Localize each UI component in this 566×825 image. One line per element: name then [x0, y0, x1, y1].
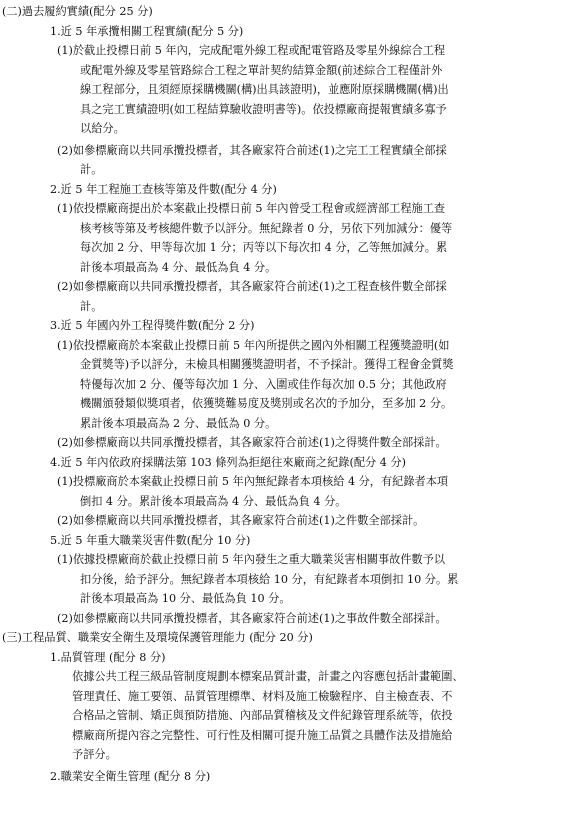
item-text: 每次加 2 分、甲等每次加 1 分；丙等以下每次扣 4 分，乙等無加減分。累: [80, 241, 448, 254]
item-text: (2)如參標廠商以共同承攬投標者，其各廠家符合前述(1)之事故件數全部採計。: [57, 611, 447, 625]
item-title-2-2: 2.近 5 年工程施工查核等第及件數(配分 4 分): [50, 182, 277, 196]
section-heading-2: (二)過去履約實績(配分 25 分): [2, 5, 153, 18]
section-heading-3: (三)工程品質、職業安全衛生及環境保護管理能力 (配分 20 分): [2, 631, 313, 644]
item-text: 依據公共工程三級品管制度規劃本標案品質計畫，計畫之內容應包括計畫範圍、: [72, 670, 464, 683]
item-text: 核考核等第及考核總件數予以評分。無紀錄者 0 分，另依下列加減分：優等: [80, 221, 453, 235]
item-text: 線工程部分，且須經原採購機關(構)出具該證明)，並應附原採購機關(構)出: [80, 83, 449, 96]
item-text: 以給分。: [80, 122, 125, 135]
item-text: 金質獎等)予以評分，未檢具相關獲獎證明者，不予採計。獲得工程會金質獎: [80, 358, 454, 371]
item-title-3-2: 2.職業安全衛生管理 (配分 8 分): [50, 769, 211, 783]
item-title-2-4: 4.近 5 年內依政府採購法第 103 條列為拒絕往來廠商之紀錄(配分 4 分): [50, 455, 407, 469]
item-title-2-1: 1.近 5 年承攬相關工程實績(配分 5 分): [50, 24, 244, 38]
item-text: (2)如參標廠商以共同承攬投標者，其各廠家符合前述(1)之件數全部採計。: [57, 514, 425, 527]
item-text: (1)依據投標廠商於截止投標日前 5 年內發生之重大職業災害相關事故件數予以: [57, 553, 446, 566]
item-text: 管理責任、施工要領、品質管理標準、材料及施工檢驗程序、自主檢查表、不: [72, 689, 453, 703]
item-text: 標廠商所提內容之完整性、可行性及相關可提升施工品質之具體作法及措施給: [72, 728, 453, 742]
item-text: 具之完工實績證明(如工程結算驗收證明書等)。依投標廠商提報實績多寡予: [80, 102, 447, 116]
item-text: (1)依投標廠商於本案截止投標日前 5 年內所提供之國內外相關工程獲獎證明(如: [57, 338, 450, 352]
item-text: 扣分後，給予評分。無紀錄者本項核給 10 分，有紀錄者本項倒扣 10 分。累: [80, 572, 459, 586]
item-text: 計。: [80, 163, 103, 176]
item-text: 特優每次加 2 分、優等每次加 1 分、入圍或佳作每次加 0.5 分；其他政府: [80, 377, 447, 391]
item-text: (1)投標廠商於本案截止投標日前 5 年內無紀錄者本項核給 4 分，有紀錄者本項: [57, 475, 449, 488]
item-text: 計後本項最高為 4 分、最低為負 4 分。: [80, 260, 277, 274]
item-text: 合格品之管制、矯正與預防措施、內部品質稽核及文件紀錄管理系統等，依投: [72, 709, 453, 722]
item-text: (2)如參標廠商以共同承攬投標者，其各廠家符合前述(1)之完工工程實績全部採: [57, 143, 447, 157]
item-text: (1)於截止投標日前 5 年內，完成配電外線工程或配電管路及零星外線綜合工程: [57, 44, 446, 57]
item-title-2-3: 3.近 5 年國內外工程得獎件數(配分 2 分): [50, 319, 255, 332]
item-text: 予評分。: [72, 748, 117, 761]
item-text: 計。: [80, 299, 103, 313]
item-text: (2)如參標廠商以共同承攬投標者，其各廠家符合前述(1)之得獎件數全部採計。: [57, 436, 447, 449]
item-text: 累計後本項最高為 2 分、最低為 0 分。: [80, 416, 277, 430]
item-text: 倒扣 4 分。累計後本項最高為 4 分、最低為負 4 分。: [80, 494, 347, 508]
item-title-2-5: 5.近 5 年重大職業災害件數(配分 10 分): [50, 533, 251, 547]
item-text: 或配電外線及零星管路綜合工程之單計契約結算金額(前述綜合工程僅計外: [80, 63, 443, 77]
item-title-3-1: 1.品質管理 (配分 8 分): [50, 650, 166, 664]
item-text: 計後本項最高為 10 分、最低為負 10 分。: [80, 592, 291, 605]
item-text: (2)如參標廠商以共同承攬投標者，其各廠家符合前述(1)之工程查核件數全部採: [57, 280, 447, 293]
item-text: (1)依投標廠商提出於本案截止投標日前 5 年內曾受工程會或經濟部工程施工查: [57, 202, 446, 215]
item-text: 機關頒發類似獎項者，依獲獎難易度及獎別或名次的予加分，至多加 2 分。: [80, 397, 453, 410]
